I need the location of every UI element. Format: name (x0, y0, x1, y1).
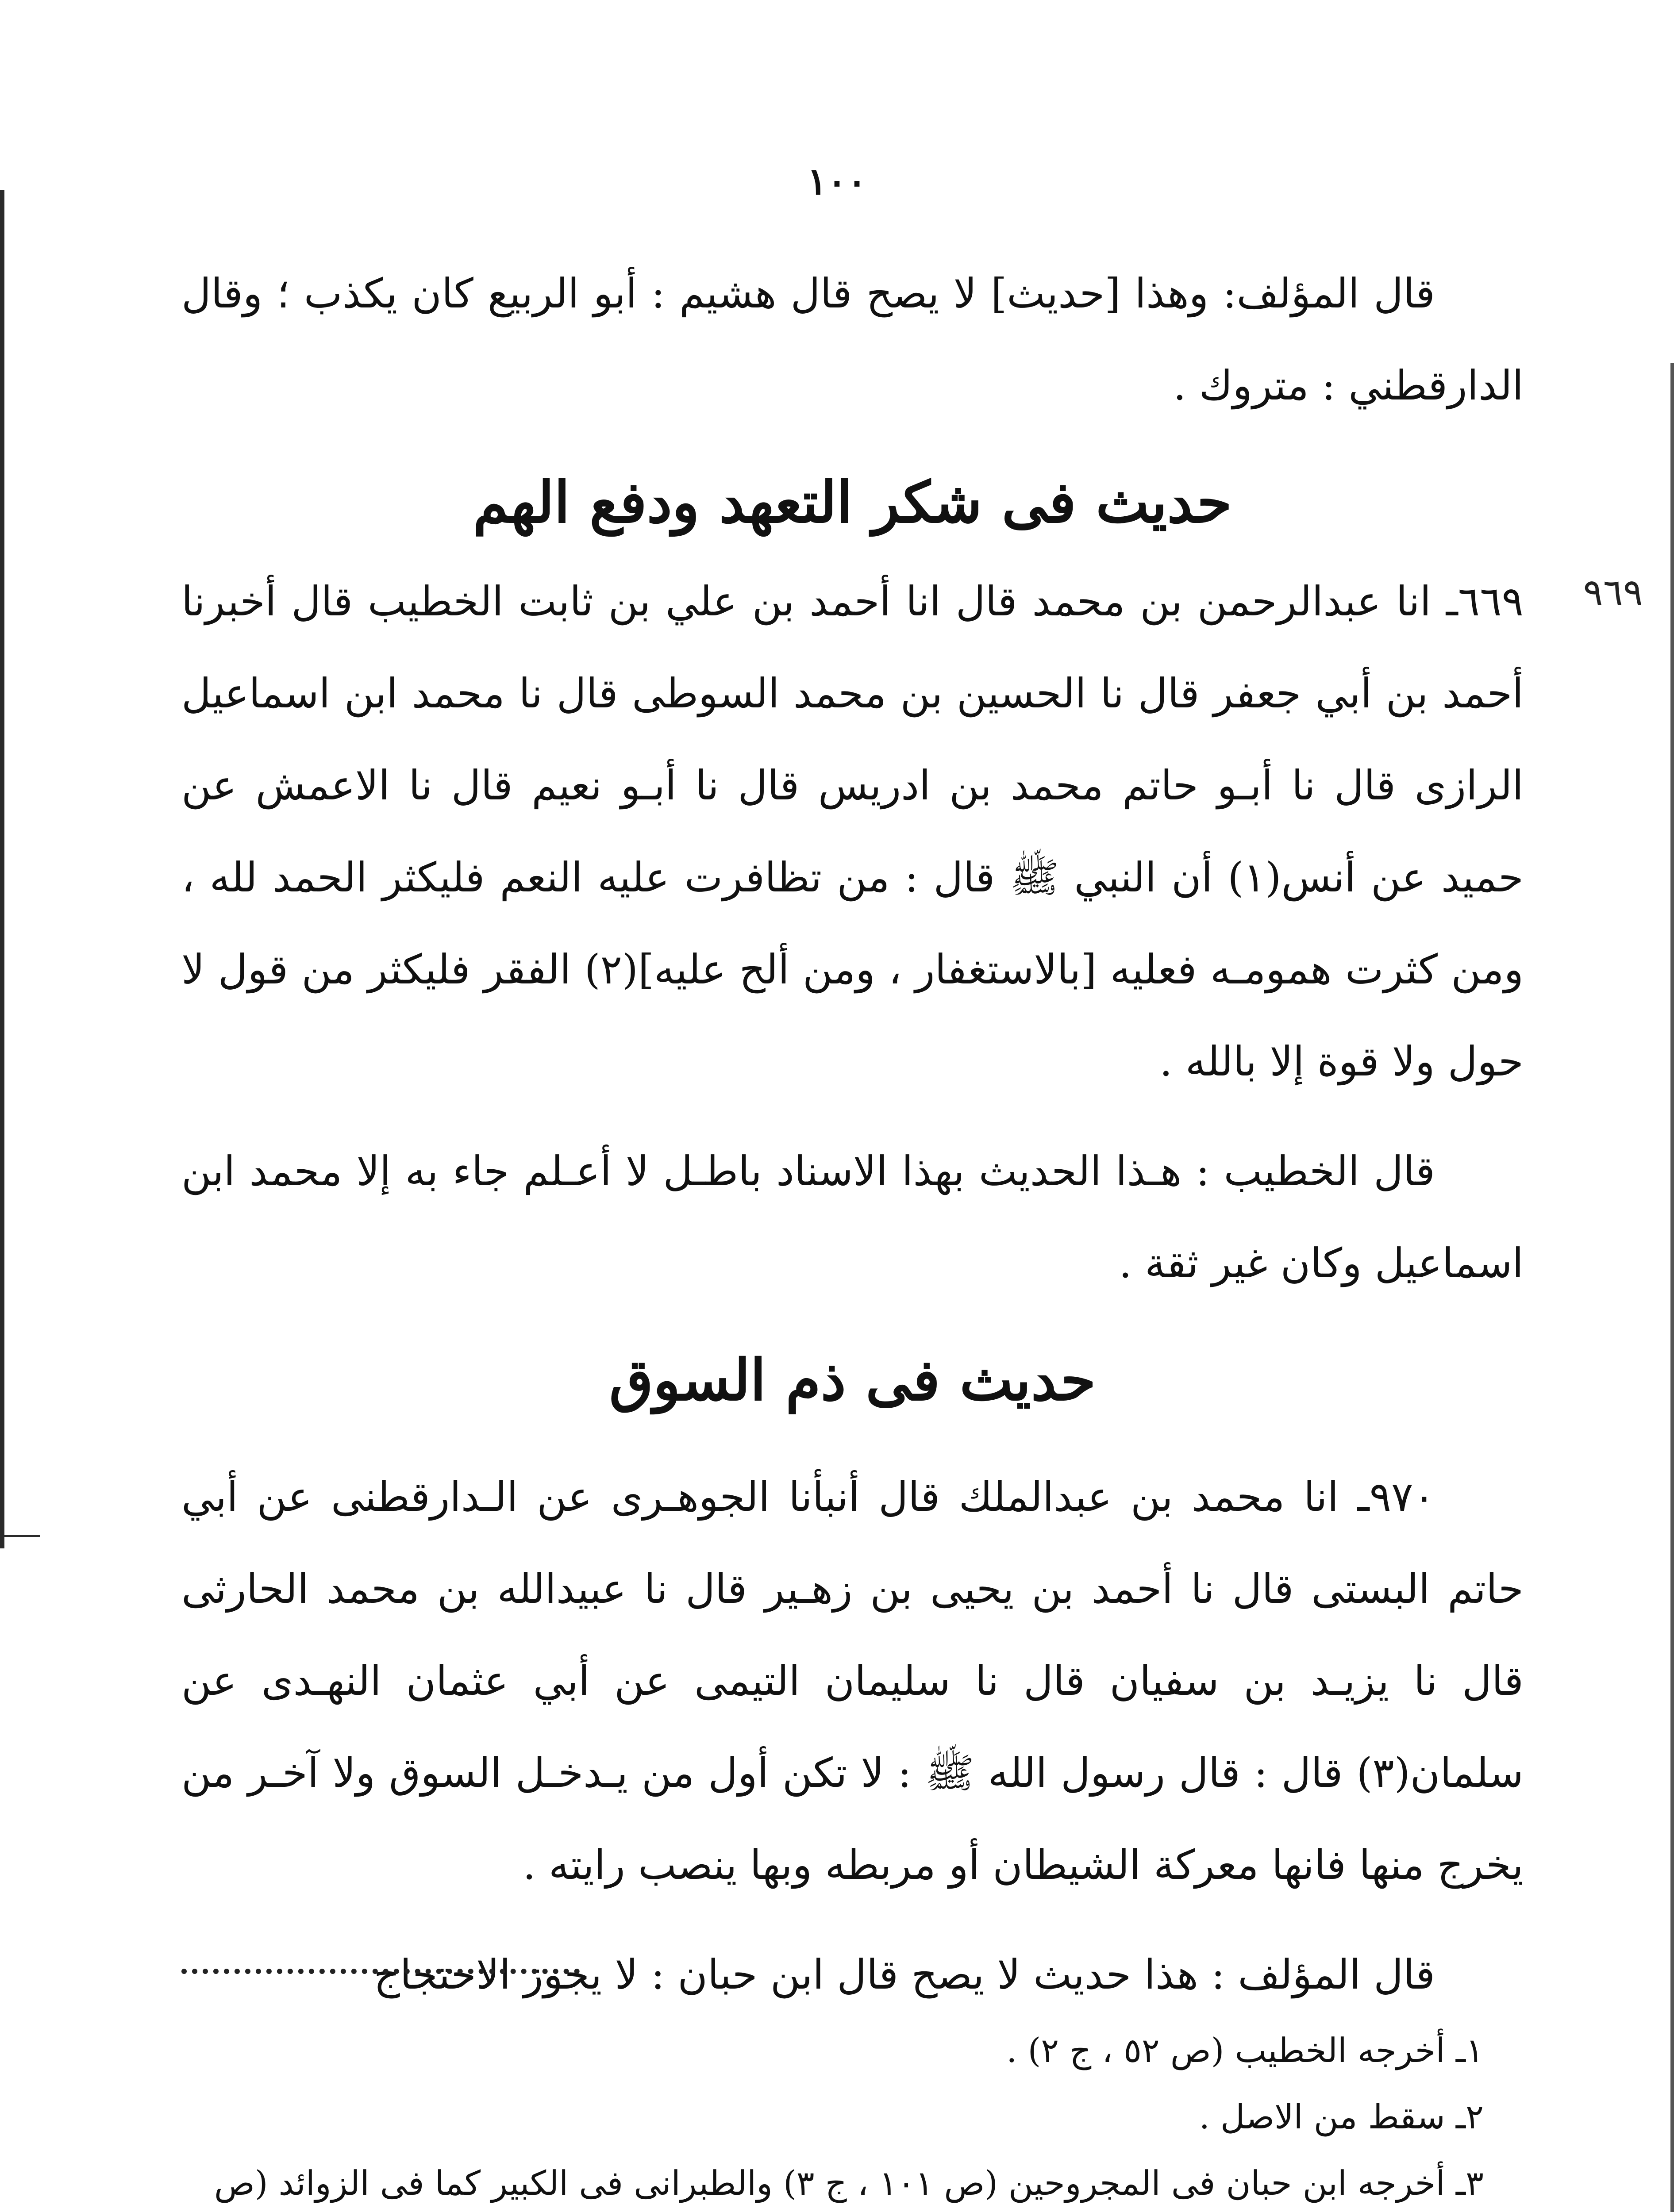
paragraph-khatib-comment: قال الخطيب : هـذا الحديث بهذا الاسناد باطـل لا أعـلم جاء به إلا محمد ابن اسماعيل وكان غير ثقة . (181, 1148, 1524, 1287)
hadith-969: ٦٦٩ـ انا عبدالرحمن بن محمد قال انا أحمد بن علي بن ثابت الخطيب قال أخبرنا أحمد بن أبي جعفر قال نا الحسين بن محمد السوطى قال نا محمد ابن اسماعيل الرازى قال نا أبـو حاتم محمد بن ادريس قال نا أبـو نعيم قال نا الاعمش عن حميد عن أنس(١) أن النبي ﷺ قال : من تظافرت عليه النعم فليكثر الحمد لله ، ومن كثرت همومـه فعليه [بالاستغفار ، ومن ألح عليه](٢) الفقر فليكثر من قول لا حول ولا قوة إلا بالله . (181, 578, 1524, 1085)
paragraph-author-note: قال المؤلف: وهذا [حديث] لا يصح قال هشيم : أبو الربيع كان يكذب ؛ وقال الدارقطني : متروك . (181, 270, 1524, 409)
footnotes (181, 2017, 1484, 2212)
main-text (181, 248, 1524, 2021)
footnote-3: ٣ـ أخرجه ابن حبان فى المجروحين (ص ١٠١ ، ج ٣) والطبرانى فى الكبير كما فى الزوائد (ص (214, 2163, 1484, 2203)
margin-note: ٩٦٩ (1583, 571, 1643, 614)
page-number: ١٠٠ (807, 159, 867, 203)
section-heading-gratitude: حديث فى شكر التعهد ودفع الهم (473, 469, 1232, 536)
scan-edge-shadow-right (1670, 363, 1674, 2212)
section-heading-market: حديث فى ذم السوق (609, 1347, 1096, 1413)
hadith-970: ٩٧٠ـ انا محمد بن عبدالملك قال أنبأنا الجوهـرى عن الـدارقطنى عن أبي حاتم البستى قال نا أحمد بن يحيى بن زهـير قال نا عبيدالله بن محمد الحارثى قال نا يزيـد بن سفيان قال نا سليمان التيمى عن أبي عثمان النهـدى عن سلمان(٣) قال : قال رسول الله ﷺ : لا تكن أول من يـدخـل السوق ولا آخـر من يخرج منها فانها معركة الشيطان أو مربطه وبها ينصب رايته . (181, 1473, 1524, 1889)
footnote-separator (181, 1969, 580, 1974)
footnote-2: ٢ـ سقط من الاصل . (1199, 2097, 1484, 2136)
paragraph-author-verdict: قال المؤلف : هذا حديث لا يصح قال ابن حبان : لا يجوز الاحتجاج (373, 1951, 1435, 1998)
footnote-1: ١ـ أخرجه الخطيب (ص ٥٢ ، ج ٢) . (1006, 2031, 1484, 2070)
scan-edge-shadow (0, 190, 4, 1548)
scan-edge-mark (0, 1535, 40, 1537)
